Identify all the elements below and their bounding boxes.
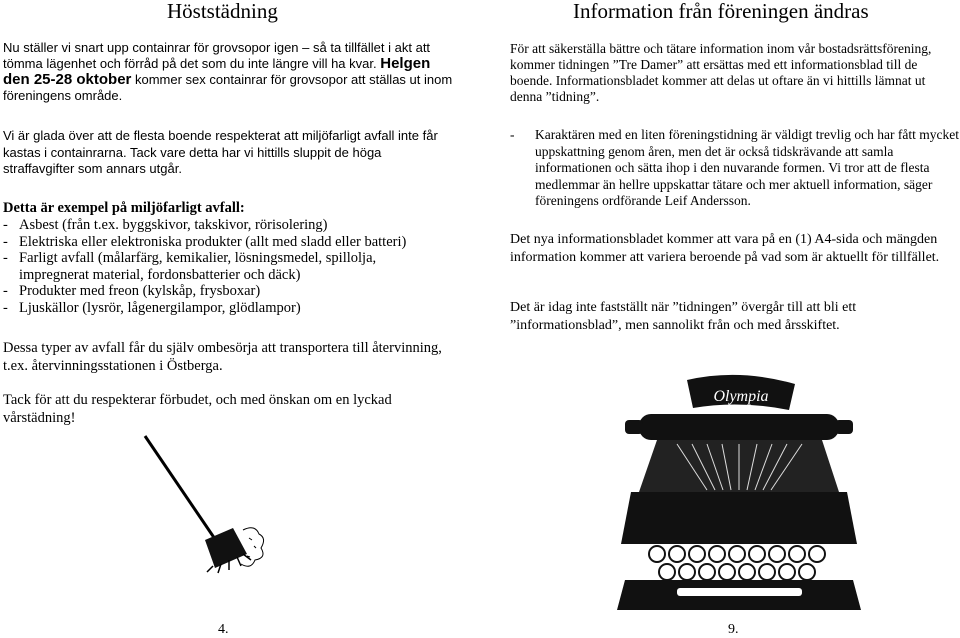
transport-paragraph: Dessa typer av avfall får du själv ombesörja att transportera till återvinning, t.ex. återvinningsstationen i Östberga. [3, 340, 442, 374]
hazard-list [3, 217, 453, 316]
list-item: - Asbest (från t.ex. byggskivor, takskivor, rörisolering) [3, 217, 328, 233]
intro-paragraph [3, 40, 453, 104]
page-number-left: 4. [218, 622, 229, 637]
quote-list [510, 127, 960, 210]
new-format-paragraph: Det nya informationsbladet kommer att vara på en (1) A4-sida och mängden information kommer att variera beroende på vad som är aktuellt för tillfället. [510, 232, 940, 265]
list-item: - Karaktären med en liten föreningstidning är väldigt trevlig och har fått mycket uppskattning genom åren, men det är också tidskrävande att samla informationen och sätta ihop i den nuvarande formen. Vi tror att de flesta medlemmar än hellre uppskattar tätare och mer aktuell information, säger föreningens ordförande Leif Andersson. [510, 127, 959, 208]
list-item: - Elektriska eller elektroniska produkter (allt med sladd eller batteri) [3, 233, 407, 250]
list-item: - Ljuskällor (lysrör, lågenergilampor, glödlampor) [3, 299, 301, 316]
list-item: - Farligt avfall (målarfärg, kemikalier, lösningsmedel, spillolja, [3, 250, 377, 266]
page-title-left: Höststädning [167, 0, 278, 23]
left-page [0, 0, 460, 638]
thanks-paragraph: Tack för att du respekterar förbudet, och med önskan om en lyckad vårstädning! [3, 392, 392, 426]
date-emphasis: Helgen den 25-28 oktober [3, 55, 431, 88]
list-item: - Produkter med freon (kylskåp, frysboxar) [3, 283, 261, 299]
right-page [500, 0, 960, 638]
page-number-right: 9. [728, 622, 739, 637]
typewriter-icon [617, 374, 862, 612]
info-intro-paragraph: För att säkerställa bättre och tätare information inom vår bostadsrättsförening, kommer tidningen ”Tre Damer” att ersättas med ett informationsblad till de boende. Informationsbladet kommer att delas ut oftare än vi hittills lämnat ut denna ”tidning”. [510, 41, 932, 104]
page-title-right: Information från föreningen ändras [573, 0, 869, 23]
list-item-continuation: impregnerat material, fordonsbatterier och däck) [19, 266, 301, 283]
intro-rest: kommer sex containrar för grovsopor att ställas ut inom föreningens område. [3, 72, 453, 103]
intro-text: Nu ställer vi snart upp containrar för grovsopor igen – så ta tillfället i akt att tömma lägenhet och förråd på det som du inte längre vill ha kvar. [3, 40, 431, 71]
hazard-list-heading: Detta är exempel på miljöfarligt avfall: [3, 200, 245, 216]
respect-paragraph: Vi är glada över att de flesta boende respekterat att miljöfarligt avfall inte får kastas i containrarna. Tack vare detta har vi hittills sluppit de höga straffavgifter som annars utgår. [3, 128, 438, 176]
broom-icon [135, 430, 265, 580]
typewriter-brand: Olympia [713, 388, 769, 405]
transition-paragraph: Det är idag inte fastställt när ”tidningen” övergår till att bli ett ”informationsblad”, men sannolikt från och med årsskiftet. [510, 300, 857, 333]
